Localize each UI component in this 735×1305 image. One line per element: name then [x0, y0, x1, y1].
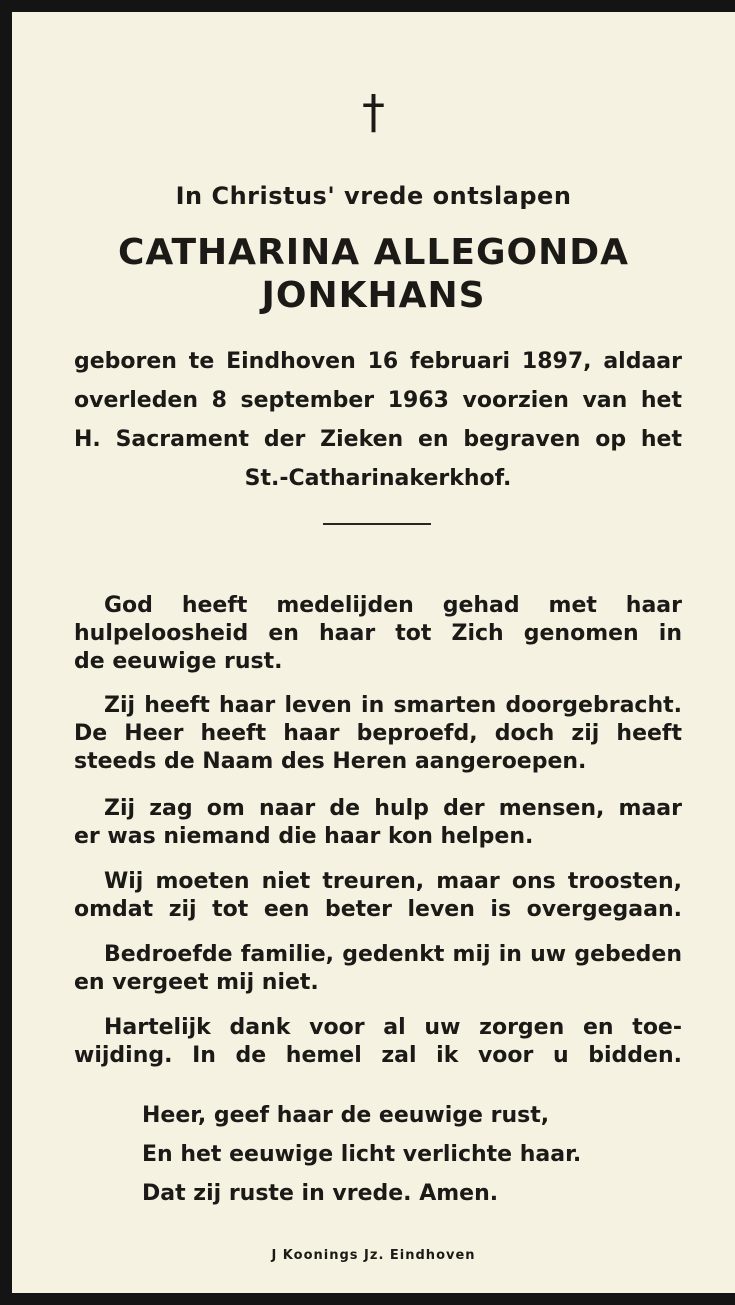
verse-line: Hartelijk dank voor al uw zorgen en toe- [104, 1015, 682, 1040]
heading: In Christus' vrede ontslapen [175, 182, 572, 210]
divider [323, 523, 431, 525]
verse [74, 868, 682, 924]
verse-line: Bedroefde familie, gedenkt mij in uw gebeden [104, 942, 682, 967]
verse-line: Wij moeten niet treuren, maar ons troosten, [104, 869, 682, 894]
verse [74, 1014, 682, 1070]
bio-line: geboren te Eindhoven 16 februari 1897, aldaar [74, 349, 682, 374]
bio-line: H. Sacrament der Zieken en begraven op het [74, 427, 682, 452]
bio-line: St.-Catharinakerkhof. [244, 466, 512, 491]
verse-line: De Heer heeft haar beproefd, doch zij heeft [74, 721, 682, 746]
memorial-card [12, 12, 735, 1293]
verse-line: God heeft medelijden gehad met haar [104, 593, 682, 618]
verse [74, 692, 682, 776]
closing-prayer [142, 1096, 581, 1213]
bio-line: overleden 8 september 1963 voorzien van het [74, 388, 682, 413]
verse-line: er was niemand die haar kon helpen. [74, 824, 534, 849]
verse-line: Zij zag om naar de hulp der mensen, maar [104, 796, 682, 821]
verse [74, 592, 682, 676]
verse [74, 795, 682, 851]
verse-line: en vergeet mij niet. [74, 970, 319, 995]
verse-line: omdat zij tot een beter leven is overgegaan. [74, 897, 682, 922]
verse-line: steeds de Naam des Heren aangeroepen. [74, 749, 587, 774]
cross-icon: † [362, 85, 385, 139]
deceased-name-line-1: CATHARINA ALLEGONDA [117, 232, 630, 273]
verse-line: hulpeloosheid en haar tot Zich genomen in [74, 621, 682, 646]
verse-line: Zij heeft haar leven in smarten doorgebracht. [104, 693, 682, 718]
prayer-line: Heer, geef haar de eeuwige rust, [142, 1103, 550, 1128]
deceased-name-line-2: JONKHANS [261, 275, 486, 316]
prayer-line: Dat zij ruste in vrede. Amen. [142, 1181, 499, 1206]
verse-line: wijding. In de hemel zal ik voor u bidden. [74, 1043, 682, 1068]
prayer-line: En het eeuwige licht verlichte haar. [142, 1142, 582, 1167]
biography [74, 342, 682, 498]
printer-credit: J Koonings Jz. Eindhoven [271, 1248, 476, 1263]
verse [74, 941, 682, 997]
verse-line: de eeuwige rust. [74, 649, 283, 674]
